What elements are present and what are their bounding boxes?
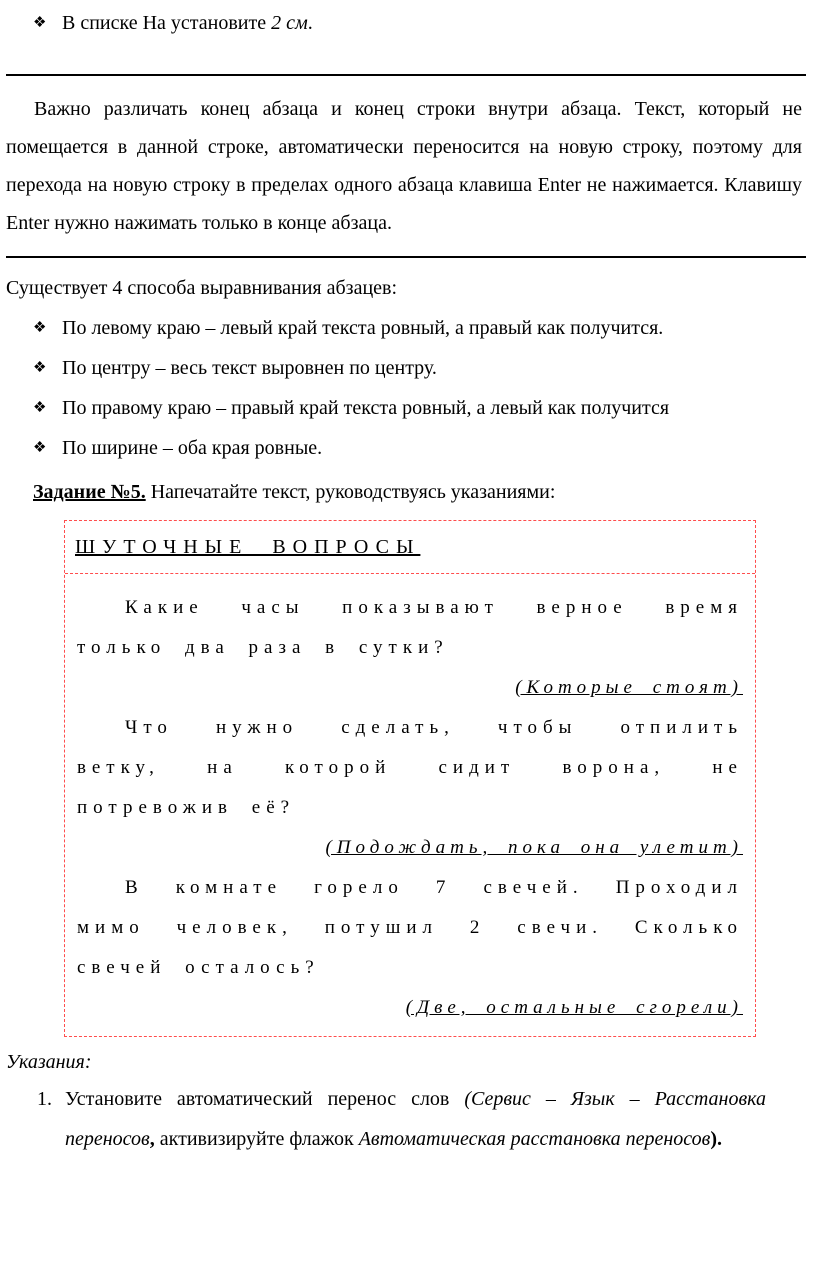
quiz-answer: [77, 828, 743, 868]
quiz-body: [65, 574, 755, 1036]
diamond-bullet-icon: ❖: [33, 15, 47, 31]
quiz-question: В комнате горело 7 свечей. Проходил мимо человек, потушил 2 свечи. Сколько свечей осталось?: [77, 877, 743, 978]
list-setting-period: .: [307, 12, 313, 34]
list-setting-value: 2 см: [271, 12, 308, 34]
item-text-part: Установите автоматический перенос слов: [65, 1088, 465, 1110]
quiz-answer: [77, 668, 743, 708]
paragraph-enter-rules: Важно различать конец абзаца и конец строки внутри абзаца. Текст, который не помещается в данной строке, автоматически переносится на новую строку, поэтому для перехода на новую строку в пределах одного абзаца клавиша Enter не нажимается. Клавишу Enter нужно нажимать только в конце абзаца.: [6, 98, 802, 234]
list-item: [6, 428, 806, 468]
diamond-bullet-icon: ❖: [33, 440, 47, 456]
list-setting-text-part: В списке На установите: [62, 12, 272, 34]
diamond-bullet-icon: ❖: [33, 360, 47, 376]
list-item: [6, 348, 806, 388]
notes-heading: Указания:: [6, 1051, 92, 1073]
menu-path-italic: (Сервис – Язык – Расстановка переносов: [65, 1088, 766, 1150]
item-text: [65, 1079, 806, 1159]
quiz-answer-text: (Подождать, пока она улетит): [325, 837, 743, 858]
task-heading: [6, 476, 806, 508]
diamond-bullet-icon: ❖: [33, 400, 47, 416]
quiz-title: ШУТОЧНЫЕ ВОПРОСЫ: [75, 536, 421, 558]
alignment-intro: Существует 4 способа выравнивания абзацев:: [6, 277, 398, 299]
list-item-label: По левому краю – левый край текста ровный, а правый как получится.: [62, 317, 664, 339]
quiz-frame: [64, 520, 756, 1037]
option-name-italic: Автоматическая расстановка переносов: [358, 1128, 711, 1150]
list-item-label: По центру – весь текст выровнен по центру.: [62, 357, 437, 379]
quiz-answer-text: (Которые стоят): [515, 677, 743, 698]
list-item-label: По ширине – оба края ровные.: [62, 437, 323, 459]
quiz-title-row: [65, 521, 755, 574]
quiz-answer-text: (Две, остальные сгорели): [405, 997, 743, 1018]
section-divider: [6, 74, 806, 76]
quiz-question: Что нужно сделать, чтобы отпилить ветку, на которой сидит ворона, не потревожив её?: [77, 717, 743, 818]
list-item: [6, 308, 806, 348]
list-setting-text: [62, 8, 313, 38]
list-item-label: По правому краю – правый край текста ровный, а левый как получится: [62, 397, 670, 419]
task-number-label: Задание №5.: [33, 481, 146, 503]
diamond-bullet-icon: ❖: [33, 320, 47, 336]
quiz-question: Какие часы показывают верное время только два раза в сутки?: [77, 597, 743, 658]
alignment-list: [6, 308, 806, 468]
task-heading-text: Напечатайте текст, руководствуясь указаниями:: [145, 481, 556, 503]
item-text-bold: ).: [710, 1128, 722, 1150]
numbered-item: [6, 1079, 806, 1159]
quiz-answer: [77, 988, 743, 1028]
item-text-bold: ,: [149, 1128, 160, 1150]
item-text-part: активизируйте флажок: [159, 1128, 359, 1150]
item-number: 1.: [37, 1088, 52, 1110]
list-setting-bullet: [6, 8, 806, 38]
section-divider: [6, 256, 806, 258]
list-item: [6, 388, 806, 428]
